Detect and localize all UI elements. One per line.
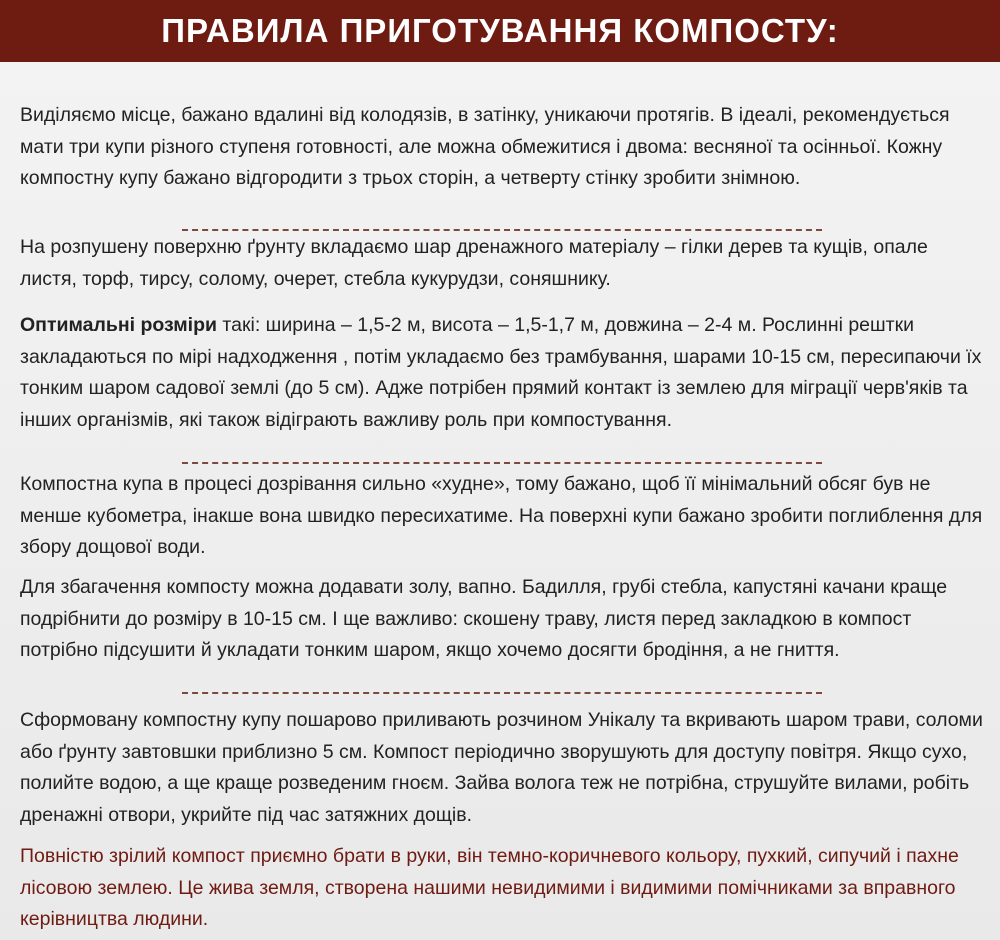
paragraph-volume: Компостна купа в процесі дозрівання сильно «худне», тому бажано, щоб її мінімальний обсяг був не менше кубометра, інакше вона швидко пересихатиме. На поверхні купи бажано зробити поглиблення для збору дощової води. bbox=[20, 473, 983, 558]
dimensions-text: такі: ширина – 1,5-2 м, висота – 1,5-1,7 м, довжина – 2-4 м. Рослинні рештки закладаються по мірі надходження , потім укладаємо без трамбування, шарами 10-15 см, пересипаючи їх тонким шаром садової землі (до 5 см). Адже потрібен прямий контакт із землею для міграції черв'яків та інших організмів, які також відіграють важливу роль при компостування. bbox=[20, 314, 982, 431]
page-title: ПРАВИЛА ПРИГОТУВАННЯ КОМПОСТУ: bbox=[161, 12, 839, 49]
content-area bbox=[0, 62, 1000, 940]
dashed-divider bbox=[182, 229, 822, 231]
paragraph-mature-compost: Повністю зрілий компост приємно брати в руки, він темно-коричневого кольору, пухкий, сипучий і пахне лісовою землею. Це жива земля, створена нашими невидимими і видимими помічниками за вправного керівництва людини. bbox=[20, 845, 959, 930]
dashed-divider bbox=[182, 692, 822, 694]
paragraph-location: Виділяємо місце, бажано вдалині від колодязів, в затінку, уникаючи протягів. В ідеалі, рекомендується мати три купи різного ступеня готовності, але можна обмежитися і двома: весняної та осінньої. Кожну компостну купу бажано відгородити з трьох сторін, а четверту стінку зробити знімною. bbox=[20, 104, 950, 189]
paragraph-treatment: Сформовану компостну купу пошарово приливають розчином Унікалу та вкривають шаром трави, соломи або ґрунту завтовшки приблизно 5 см. Компост періодично зворушують для доступу повітря. Якщо сухо, полийте водою, а ще краще розведеним гноєм. Зайва волога теж не потрібна, струшуйте вилами, робіть дренажні отвори, укрийте під час затяжних дощів. bbox=[20, 709, 983, 826]
dimensions-heading: Оптимальні розміри bbox=[20, 314, 217, 336]
paragraph-dimensions bbox=[20, 310, 988, 436]
paragraph-drainage: На розпушену поверхню ґрунту вкладаємо шар дренажного матеріалу – гілки дерев та кущів, опале листя, торф, тирсу, солому, очерет, стебла кукурудзи, соняшнику. bbox=[20, 236, 928, 290]
paragraph-enrichment: Для збагачення компосту можна додавати золу, вапно. Бадилля, грубі стебла, капустяні качани краще подрібнити до розміру в 10-15 см. І ще важливо: скошену траву, листя перед закладкою в компост потрібно підсушити й укладати тонким шаром, якщо хочемо досягти бродіння, а не гниття. bbox=[20, 576, 948, 661]
dashed-divider bbox=[182, 462, 822, 464]
page-header bbox=[0, 0, 1000, 62]
